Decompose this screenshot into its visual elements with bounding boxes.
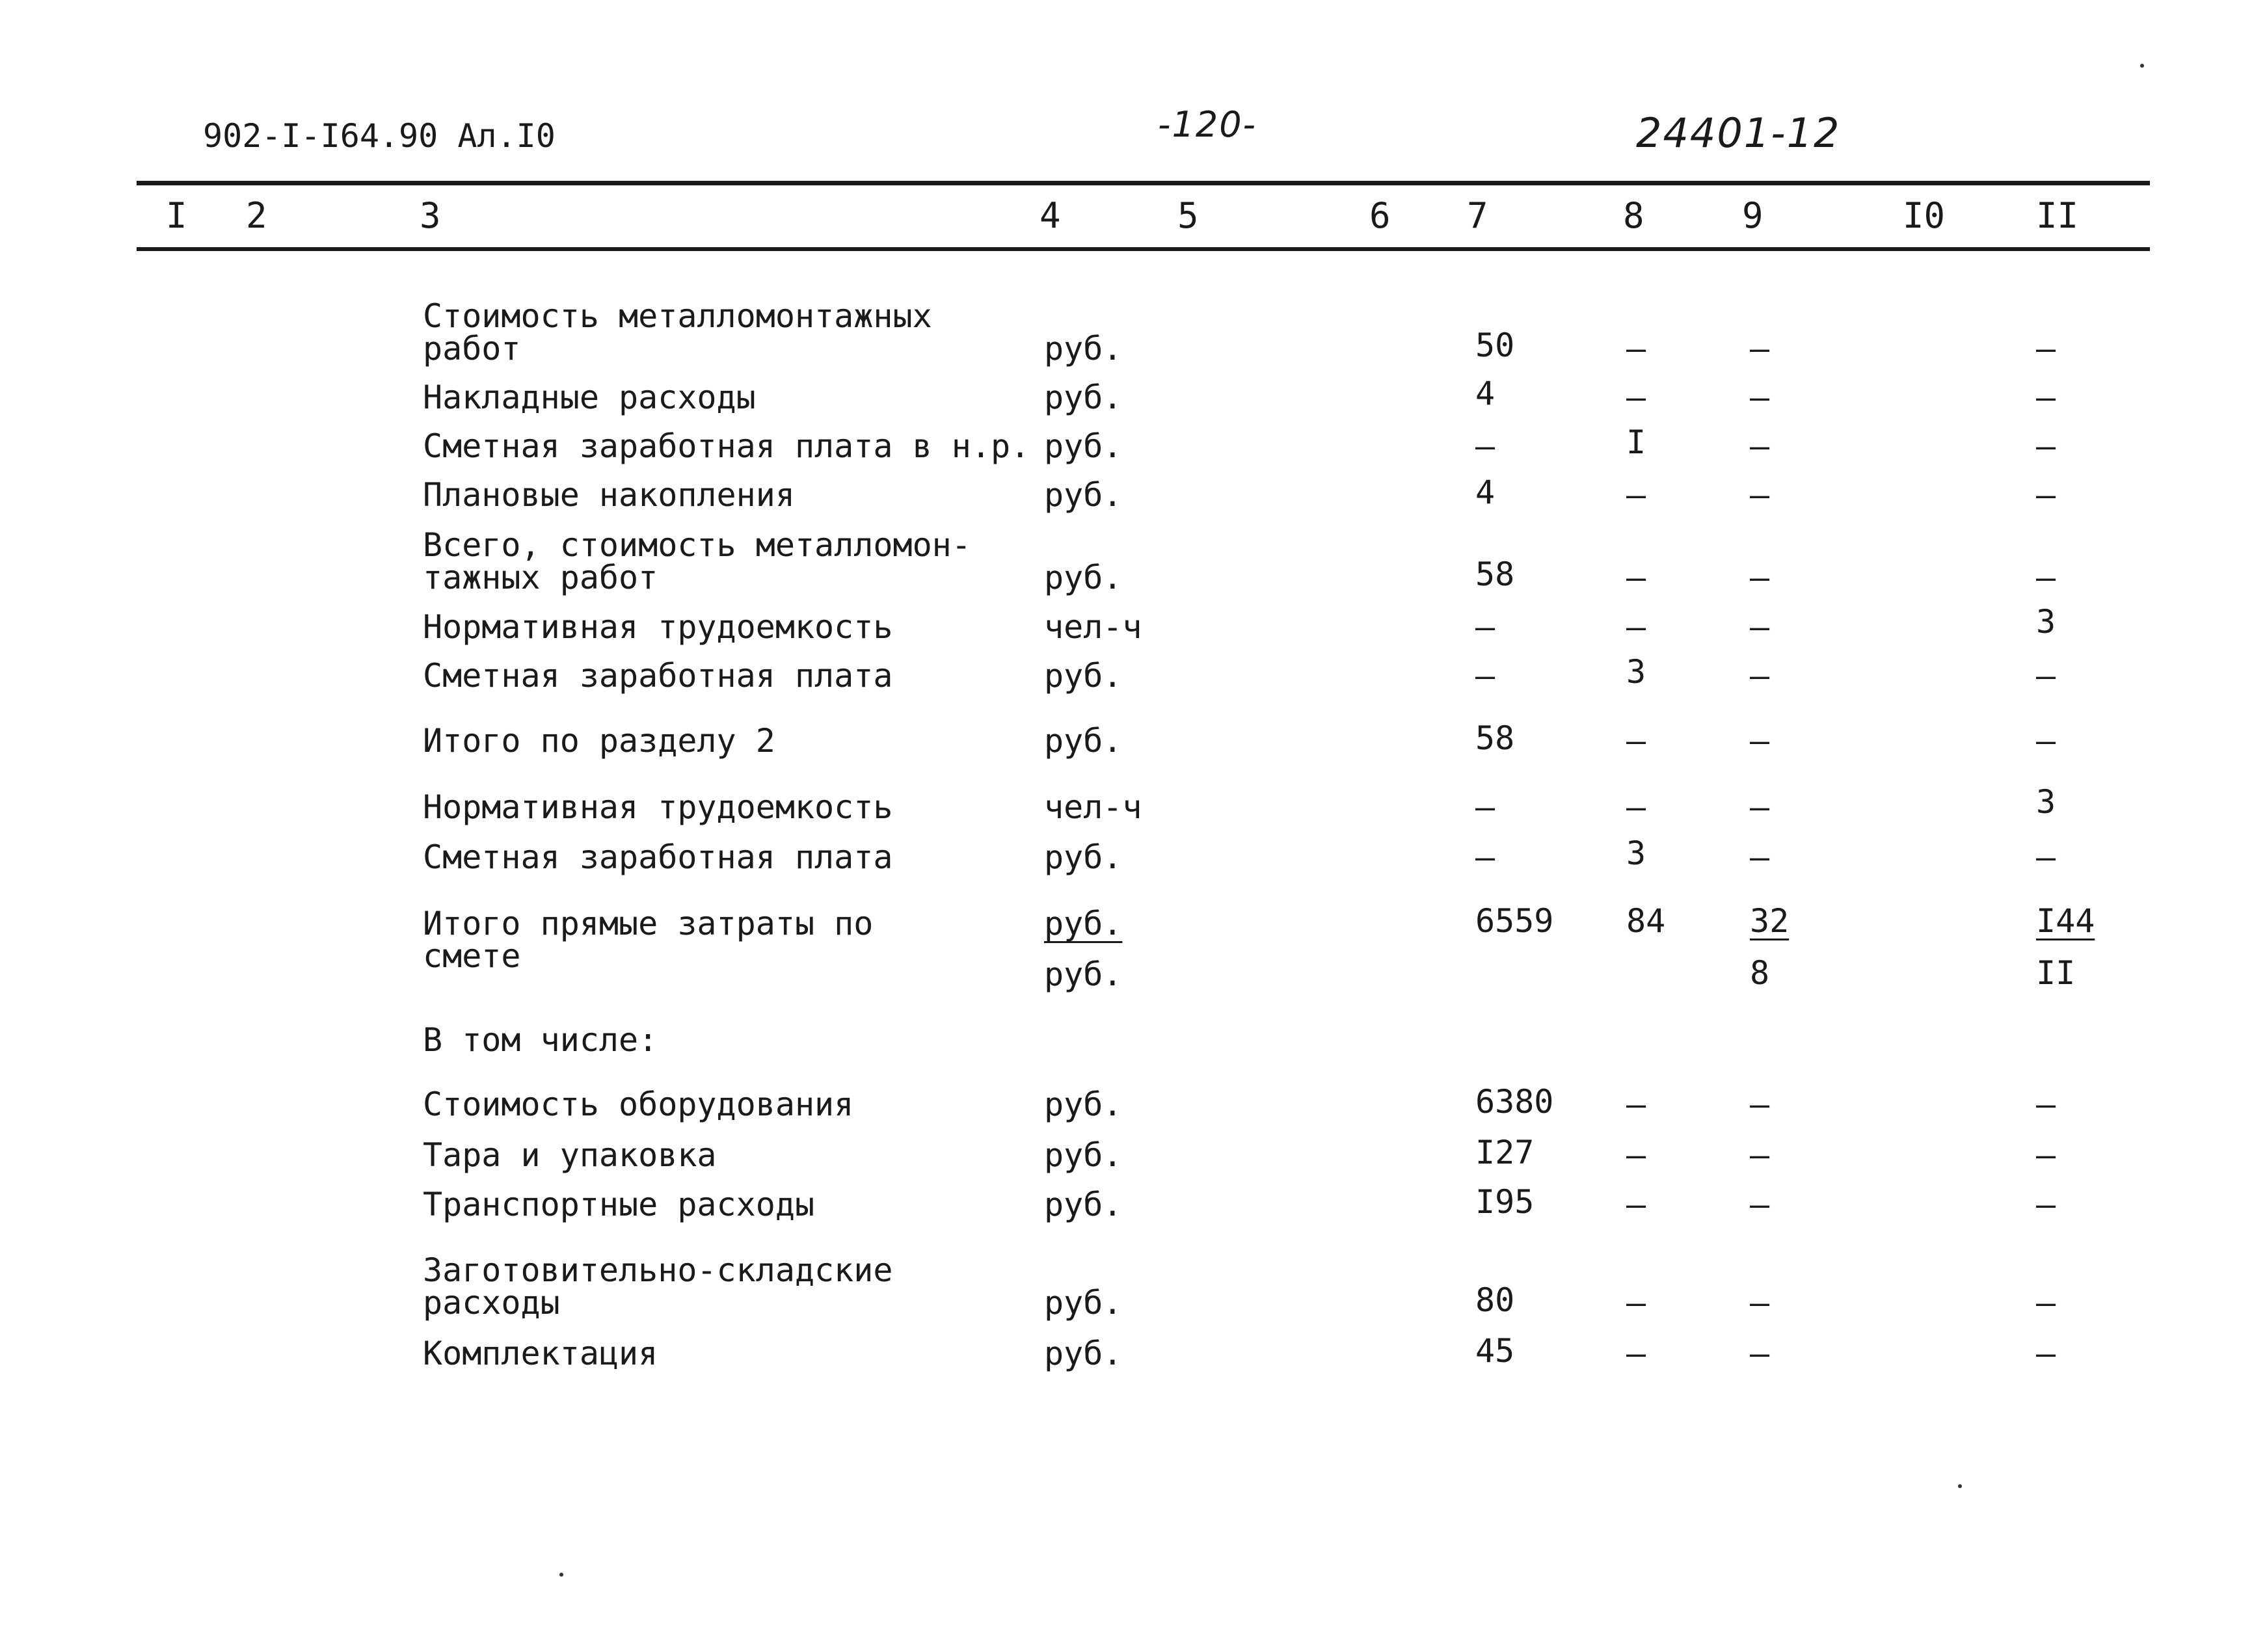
- row-col7: I27: [1475, 1134, 1535, 1171]
- row-col9: –: [1750, 379, 1770, 416]
- row-col8: –: [1626, 788, 1646, 826]
- col-header-8: 8: [1623, 195, 1644, 236]
- row-unit: руб.: [1044, 905, 1123, 942]
- row-label: Нормативная трудоемкость: [423, 608, 893, 646]
- row-col11: –: [2036, 657, 2056, 695]
- row-unit: руб.: [1044, 379, 1123, 416]
- row-unit: руб.: [1044, 1284, 1123, 1322]
- row-label: Накладные расходы: [423, 379, 756, 416]
- row-col9: –: [1750, 788, 1770, 826]
- row-col8: 3: [1626, 653, 1646, 691]
- row-col9-secondary: 8: [1750, 954, 1770, 992]
- row-col9: –: [1750, 559, 1770, 596]
- row-col7: –: [1475, 788, 1496, 826]
- table-row: [0, 834, 2267, 882]
- row-col7: 4: [1475, 375, 1496, 412]
- row-col9: –: [1750, 427, 1770, 465]
- table-top-rule: [137, 181, 2150, 185]
- row-col9: –: [1750, 1186, 1770, 1223]
- row-col7: –: [1475, 657, 1496, 695]
- row-label: Плановые накопления: [423, 476, 795, 514]
- row-col7: 58: [1475, 555, 1515, 593]
- row-col11: –: [2036, 838, 2056, 876]
- row-col7: –: [1475, 427, 1496, 465]
- table-row: [0, 603, 2267, 652]
- col-header-4: 4: [1040, 195, 1061, 236]
- row-col8: –: [1626, 1335, 1646, 1372]
- row-col7: 6380: [1475, 1083, 1554, 1121]
- table-row: [0, 902, 2267, 998]
- row-label: Сметная заработная плата: [423, 838, 893, 876]
- sheet-number: 24401-12: [1636, 109, 1841, 157]
- row-col11: –: [2036, 1186, 2056, 1223]
- table-row: [0, 1251, 2267, 1322]
- row-col9: –: [1750, 1136, 1770, 1174]
- row-col8: –: [1626, 559, 1646, 596]
- row-unit-secondary: руб.: [1044, 955, 1123, 993]
- table-row: [0, 1134, 2267, 1180]
- row-label: Сметная заработная плата: [423, 657, 893, 695]
- row-col11: –: [2036, 1136, 2056, 1174]
- row-unit: руб.: [1044, 722, 1123, 760]
- row-col9: –: [1750, 1335, 1770, 1372]
- table-header-rule: [137, 247, 2150, 251]
- col-header-7: 7: [1467, 195, 1488, 236]
- row-unit: руб.: [1044, 1186, 1123, 1223]
- row-col11: –: [2036, 1086, 2056, 1123]
- scan-speck: [1958, 1484, 1962, 1488]
- row-unit: руб.: [1044, 559, 1123, 596]
- row-label: Сметная заработная плата в н.р.: [423, 427, 1030, 465]
- scan-speck: [2140, 64, 2144, 68]
- row-col9: –: [1750, 722, 1770, 760]
- row-col7: 80: [1475, 1281, 1515, 1319]
- row-unit: чел-ч: [1044, 788, 1142, 826]
- row-col9: –: [1750, 330, 1770, 367]
- scan-speck: [559, 1573, 563, 1577]
- row-label: Нормативная трудоемкость: [423, 788, 893, 826]
- row-col7: I95: [1475, 1183, 1535, 1221]
- row-col8: –: [1626, 1086, 1646, 1123]
- col-header-5: 5: [1177, 195, 1199, 236]
- section-label-row: [0, 1023, 2267, 1065]
- row-label-continued: смете: [423, 937, 521, 975]
- page-number: -120-: [1158, 104, 1257, 145]
- row-col7: –: [1475, 608, 1496, 646]
- row-unit: чел-ч: [1044, 608, 1142, 646]
- row-col7: 6559: [1475, 902, 1554, 940]
- row-col9: –: [1750, 1086, 1770, 1123]
- row-col11: –: [2036, 722, 2056, 760]
- row-label: Комплектация: [423, 1335, 658, 1372]
- doc-code: 902-I-I64.90 Ал.I0: [203, 117, 556, 155]
- row-col8: –: [1626, 379, 1646, 416]
- row-col11: –: [2036, 1335, 2056, 1372]
- row-col8: I: [1626, 423, 1646, 461]
- row-col9: –: [1750, 608, 1770, 646]
- row-col8: –: [1626, 476, 1646, 514]
- row-col11: –: [2036, 427, 2056, 465]
- row-unit: руб.: [1044, 427, 1123, 465]
- row-unit: руб.: [1044, 1335, 1123, 1372]
- row-col8: –: [1626, 330, 1646, 367]
- row-col8: 84: [1626, 902, 1666, 940]
- col-header-2: 2: [246, 195, 267, 236]
- row-col8: –: [1626, 1186, 1646, 1223]
- row-col11: 3: [2036, 783, 2056, 821]
- col-header-3: 3: [420, 195, 441, 236]
- row-unit: руб.: [1044, 1086, 1123, 1123]
- row-col11: 3: [2036, 603, 2056, 641]
- row-col9: –: [1750, 476, 1770, 514]
- row-label: Стоимость металломонтажных: [423, 297, 932, 335]
- row-col11: –: [2036, 1284, 2056, 1322]
- table-row: [0, 1332, 2267, 1378]
- table-row: [0, 423, 2267, 471]
- row-unit: руб.: [1044, 1136, 1123, 1174]
- col-header-11: II: [2036, 195, 2079, 236]
- row-col7: 50: [1475, 326, 1515, 364]
- row-col11: –: [2036, 559, 2056, 596]
- row-label: Транспортные расходы: [423, 1186, 815, 1223]
- row-unit: руб.: [1044, 838, 1123, 876]
- row-col8: 3: [1626, 834, 1646, 872]
- row-unit: руб.: [1044, 476, 1123, 514]
- col-header-10: I0: [1903, 195, 1946, 236]
- col-header-1: I: [166, 195, 187, 236]
- row-label: Тара и упаковка: [423, 1136, 717, 1174]
- row-unit: руб.: [1044, 657, 1123, 695]
- row-col11: –: [2036, 476, 2056, 514]
- table-row: [0, 653, 2267, 700]
- col-header-9: 9: [1742, 195, 1764, 236]
- row-label-continued: тажных работ: [423, 559, 658, 596]
- table-row: [0, 719, 2267, 766]
- row-col7: –: [1475, 838, 1496, 876]
- row-col7: 45: [1475, 1332, 1515, 1370]
- row-label: Итого прямые затраты по: [423, 905, 874, 942]
- row-label-continued: расходы: [423, 1284, 560, 1322]
- table-row: [0, 1183, 2267, 1229]
- row-col8: –: [1626, 608, 1646, 646]
- row-label: Стоимость оборудования: [423, 1086, 854, 1123]
- row-col11-secondary: II: [2036, 954, 2076, 992]
- row-col11: –: [2036, 379, 2056, 416]
- section-label: В том числе:: [423, 1021, 658, 1059]
- row-col11: I44: [2036, 902, 2095, 940]
- col-header-6: 6: [1369, 195, 1391, 236]
- row-col9: –: [1750, 657, 1770, 695]
- table-row: [0, 375, 2267, 422]
- table-row: [0, 473, 2267, 520]
- row-label: Всего, стоимость металломон-: [423, 526, 971, 564]
- row-unit: руб.: [1044, 330, 1123, 367]
- row-col9: 32: [1750, 902, 1790, 940]
- row-col8: –: [1626, 1136, 1646, 1174]
- row-col7: 4: [1475, 473, 1496, 511]
- row-col8: –: [1626, 722, 1646, 760]
- table-row: [0, 1083, 2267, 1129]
- row-col11: –: [2036, 330, 2056, 367]
- table-row: [0, 297, 2267, 367]
- row-label: Заготовительно-складские: [423, 1251, 893, 1289]
- row-label: Итого по разделу 2: [423, 722, 775, 760]
- row-label-continued: работ: [423, 330, 521, 367]
- table-row: [0, 783, 2267, 832]
- row-col8: –: [1626, 1284, 1646, 1322]
- row-col9: –: [1750, 838, 1770, 876]
- row-col9: –: [1750, 1284, 1770, 1322]
- row-col7: 58: [1475, 719, 1515, 757]
- table-row: [0, 526, 2267, 596]
